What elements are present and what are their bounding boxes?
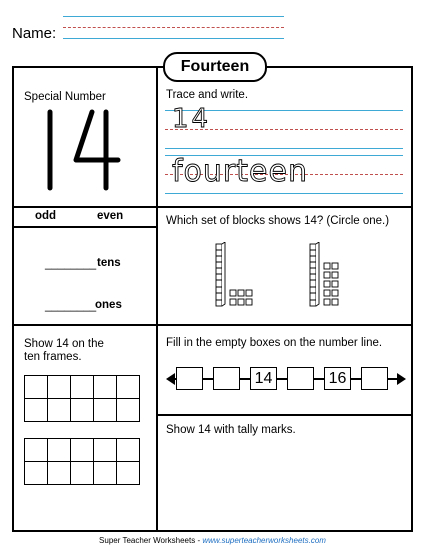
footer [0,536,425,545]
tens-blank[interactable]: ________ [45,258,97,270]
tally-instruction: Show 14 with tally marks. [166,424,296,436]
name-bottom-line[interactable] [63,38,284,39]
number-line [166,367,406,391]
page-title: Fourteen [163,52,267,82]
trace-numeral: 14 [172,104,212,134]
number-line-divider [156,414,411,416]
number-line-box-6[interactable] [361,367,388,390]
footer-url[interactable]: www.superteacherworksheets.com [202,536,326,545]
ten-frames-instruction-2: ten frames. [24,351,82,363]
row-divider-2 [14,324,411,326]
name-top-line [63,16,284,17]
column-divider [156,68,158,530]
blocks-question: Which set of blocks shows 14? (Circle one.) [166,215,390,227]
ten-frame-2[interactable] [24,438,140,485]
block-set-b[interactable] [308,242,368,312]
parity-divider [14,226,156,228]
block-set-a[interactable] [214,242,274,312]
ten-frames-instruction-1: Show 14 on the [24,338,104,350]
number-line-box-4[interactable] [287,367,314,390]
number-line-box-3: 14 [250,367,277,390]
trace-line-3 [165,148,403,149]
special-number-numeral [40,108,130,192]
name-label: Name: [12,25,57,42]
number-line-instruction: Fill in the empty boxes on the number line. [166,337,383,349]
row-divider-1 [14,206,411,208]
even-option[interactable]: even [97,210,124,222]
ones-blank[interactable]: ________ [45,300,97,312]
number-line-box-2[interactable] [213,367,240,390]
footer-separator: - [195,536,203,545]
odd-option[interactable]: odd [35,210,57,222]
special-number-label: Special Number [24,91,106,103]
footer-site: Super Teacher Worksheets [99,536,196,545]
number-line-box-1[interactable] [176,367,203,390]
number-line-box-5: 16 [324,367,351,390]
trace-line-6 [165,193,403,194]
trace-word: fourteen [172,154,308,189]
ten-frame-1[interactable] [24,375,140,422]
tens-label: tens [97,257,121,269]
ones-label: ones [95,299,122,311]
trace-instruction: Trace and write. [166,89,249,101]
name-mid-line [63,27,284,28]
